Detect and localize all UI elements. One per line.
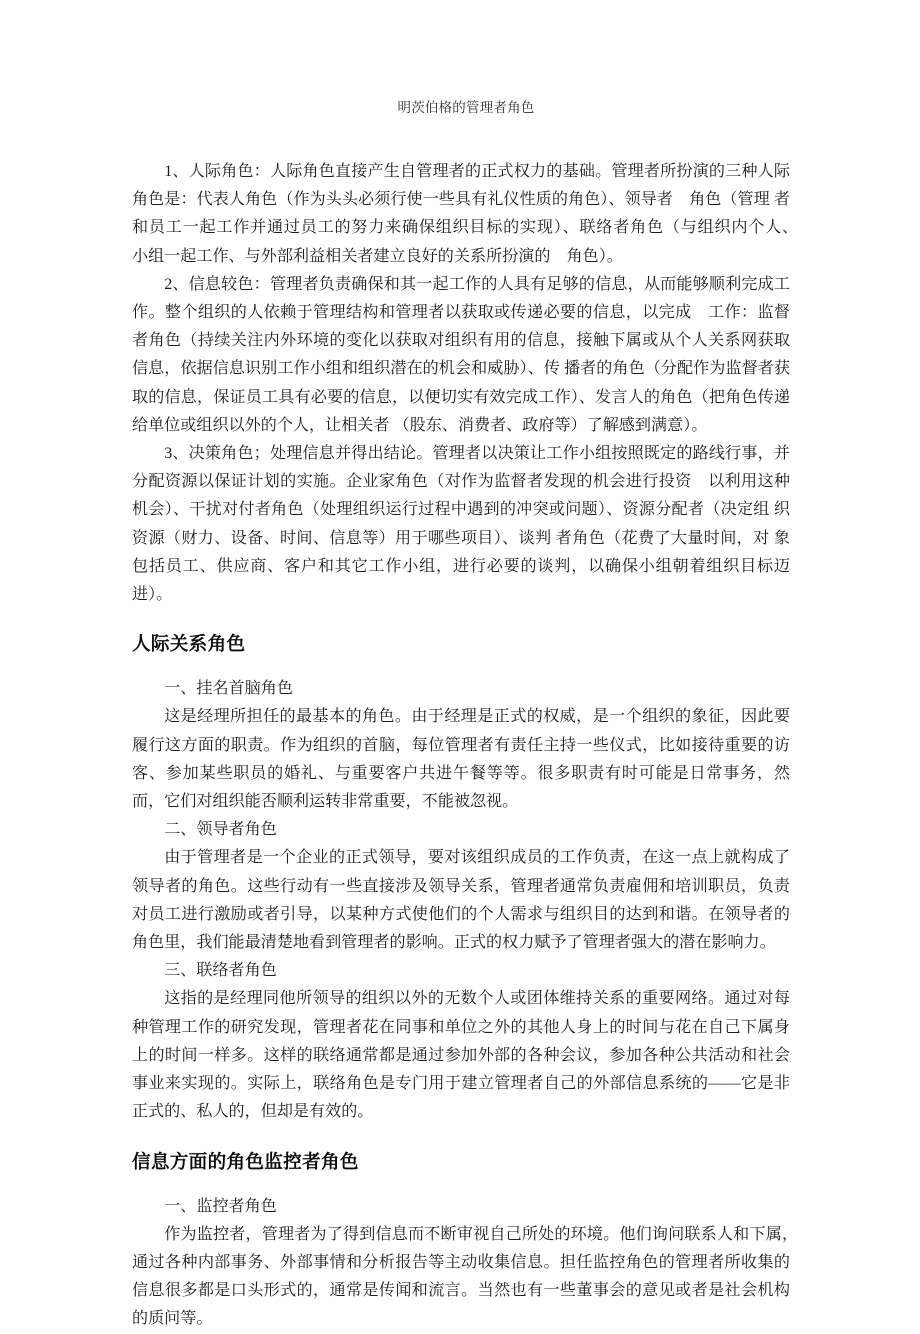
section-heading-informational: 信息方面的角色监控者角色 <box>132 1150 359 1172</box>
subsection-text-liaison: 这指的是经理同他所领导的组织以外的无数个人或团体维持关系的重要网络。通过对每种管理工作的研究发现，管理者花在同事和单位之外的其他人身上的时间与花在自己下属身上的时间一样多。这样的联络通常都是通过参加外部的各种会议，参加各种公共活动和社会事业来实现的。实际上，联络角色是专门用于建立管理者自己的外部信息系统的——它是非正式的、私人的，但却是有效的。 <box>132 990 790 1121</box>
spacer <box>132 657 790 675</box>
subsection-label-liaison: 三、联络者角色 <box>164 962 277 980</box>
subsection-text-leader: 由于管理者是一个企业的正式领导，要对该组织成员的工作负责，在这一点上就构成了领导者的角色。这些行动有一些直接涉及领导关系，管理者通常负责雇佣和培训职员，负责对员工进行激励或者引导，以某种方式使他们的个人需求与组织目的达到和谐。在领导者的角色里，我们能最清楚地看到管理者的影响。正式的权力赋予了管理者强大的潜在影响力。 <box>132 849 790 952</box>
subsection-text-monitor: 作为监控者，管理者为了得到信息而不断审视自己所处的环境。他们询问联系人和下属， 通过各种内部事务、外部事情和分析报告等主动收集信息。担任监控角色的管理者所收集的 信息很多都是口头形式的，通常是传闻和流言。当然也有一些董事会的意见或者是社会机构 的质问等。 <box>132 1225 807 1328</box>
subsection-label-leader: 二、领导者角色 <box>164 821 277 839</box>
paragraph-decisional-roles: 3、决策角色；处理信息并得出结论。管理者以决策让工作小组按照既定的路线行事，并分配资源以保证计划的实施。企业家角色（对作为监督者发现的机会进行投资 以利用这种机会）、干扰对付者角色（处理组织运行过程中遇到的冲突或问题）、资源分配者（决定组 织资源（财力、设备、时间、信息等）用于哪些项目）、谈判 者角色（花费了大量时间，对 象包括员工、供应商、客户和其它工作小组，进行必要的谈判，以确保小组朝着组织目标迈 进）。 <box>132 445 795 604</box>
paragraph-interpersonal-roles: 1、人际角色：人际角色直接产生自管理者的正式权力的基础。管理者所扮演的三种人际角色是：代表人角色（作为头头必须行使一些具有礼仪性质的角色）、领导者 角色（管理 者和员工一起工作并通过员工的努力来确保组织目标的实现）、联络者角色（与组织内个人、 小组一起工作、与外部利益相关者建立良好的关系所扮演的 角色）。 <box>132 163 807 265</box>
subsection-label-figurehead: 一、挂名首脑角色 <box>164 680 293 698</box>
paragraph-informational-roles: 2、信息较色：管理者负责确保和其一起工作的人具有足够的信息，从而能够顺利完成工作。整个组织的人依赖于管理结构和管理者以获取或传递必要的信息，以完成 工作：监督者角色（持续关注内外环境的变化以获取对组织有用的信息，接触下属或从个人关系网获取信息，依据信息识别工作小组和组织潜在的机会和威胁）、传 播者的角色（分配作为监督者获取的信息，保证员工具有必要的信息，以便切实有效完成工作）、发言人的角色（把角色传递给单位或组织以外的个人，让相关者 （股东、消费者、政府等）了解感到满意）。 <box>132 275 790 434</box>
subsection-text-figurehead: 这是经理所担任的最基本的角色。由于经理是正式的权威，是一个组织的象征，因此要履行这方面的职责。作为组织的首脑，每位管理者有责任主持一些仪式，比如接待重要的访客、参加某些职员的婚礼、与重要客户共进午餐等等。很多职责有时可能是日常事务，然而，它们对组织能否顺利运转非常重要，不能被忽视。 <box>132 708 790 811</box>
subsection-label-monitor: 一、监控者角色 <box>164 1197 277 1215</box>
document-body <box>132 158 807 1334</box>
section-heading-interpersonal: 人际关系角色 <box>132 633 246 655</box>
document-running-header: 明茨伯格的管理者角色 <box>397 100 535 115</box>
spacer <box>132 609 790 631</box>
spacer <box>132 1127 790 1149</box>
spacer <box>132 1175 790 1193</box>
